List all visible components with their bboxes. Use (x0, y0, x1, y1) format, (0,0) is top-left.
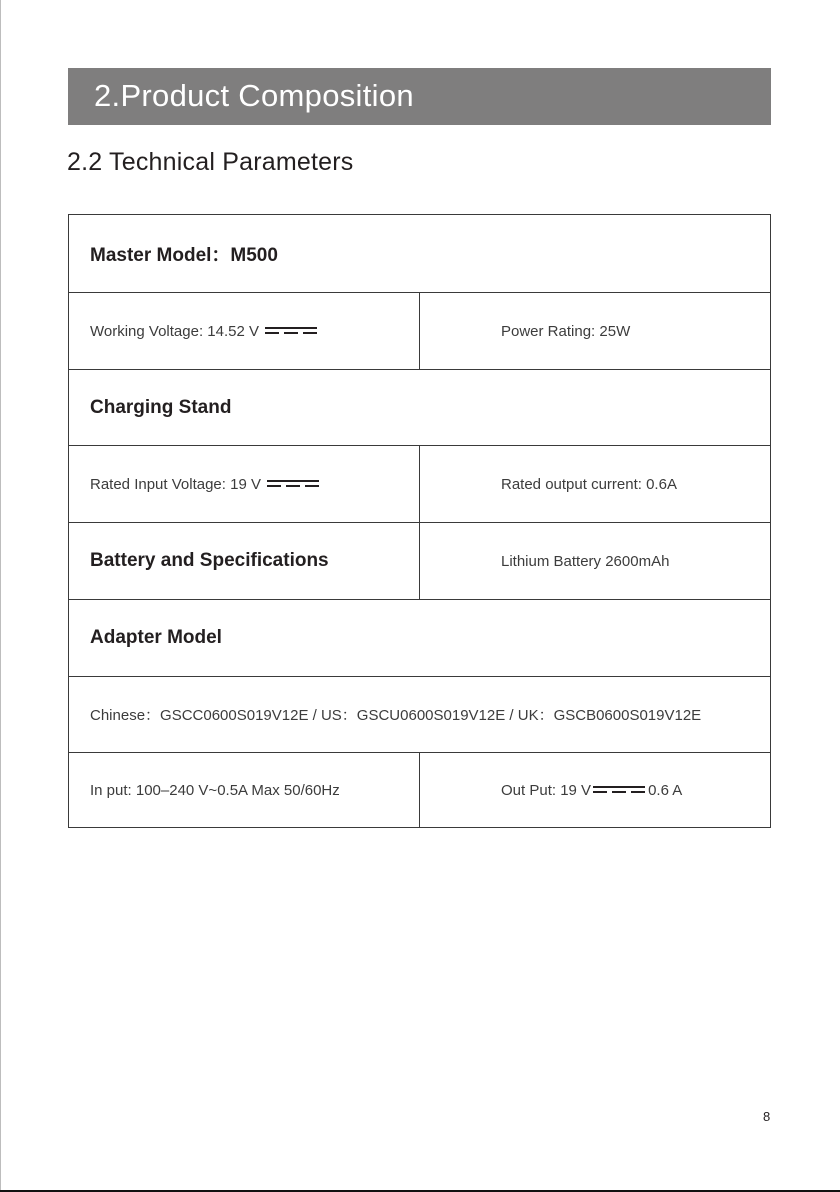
adapter-model-cell (69, 600, 770, 676)
battery-heading: Battery and Specifications (90, 550, 329, 571)
charging-stand-cell (69, 370, 770, 445)
adapter-model-heading: Adapter Model (90, 627, 222, 648)
power-rating-cell (420, 293, 770, 369)
adapter-output-cell (420, 753, 770, 827)
battery-value-cell (420, 523, 770, 599)
adapter-input-cell (69, 753, 420, 827)
rated-input-text: Rated Input Voltage: 19 V (90, 475, 261, 493)
battery-row (69, 523, 770, 600)
adapter-io-row (69, 753, 770, 827)
technical-parameters-table (68, 214, 771, 828)
working-voltage-text: Working Voltage: 14.52 V (90, 322, 259, 340)
adapter-input-text: In put: 100–240 V~0.5A Max 50/60Hz (90, 781, 340, 799)
rated-input-cell (69, 446, 420, 522)
adapter-output-voltage-text: Out Put: 19 V (501, 781, 592, 799)
adapter-output-current-text: 0.6 A (648, 781, 683, 799)
direct-current-icon (265, 326, 317, 336)
rated-output-cell (420, 446, 770, 522)
adapter-models-cell (69, 677, 770, 752)
charging-stand-specs-row (69, 446, 770, 523)
master-model-row (69, 215, 770, 293)
direct-current-icon (593, 785, 645, 795)
section-banner (68, 68, 771, 125)
section-title: 2.Product Composition (94, 78, 414, 113)
charging-stand-heading: Charging Stand (90, 396, 232, 418)
charging-stand-row (69, 370, 770, 446)
subsection-title: 2.2 Technical Parameters (67, 148, 354, 176)
master-model-cell (69, 215, 770, 292)
adapter-models-text: Chinese：GSCC0600S019V12E / US：GSCU0600S019V12E / UK：GSCB0600S019V12E (90, 707, 702, 724)
battery-value-text: Lithium Battery 2600mAh (501, 552, 670, 570)
battery-heading-cell (69, 523, 420, 599)
adapter-models-row (69, 677, 770, 753)
page-edge-left (0, 0, 1, 1192)
adapter-model-row (69, 600, 770, 677)
direct-current-icon (267, 479, 319, 489)
working-voltage-cell (69, 293, 420, 369)
page-number: 8 (763, 1109, 771, 1124)
master-specs-row (69, 293, 770, 370)
power-rating-text: Power Rating: 25W (501, 322, 631, 340)
rated-output-text: Rated output current: 0.6A (501, 475, 677, 493)
master-model-heading: Master Model：M500 (90, 245, 278, 266)
